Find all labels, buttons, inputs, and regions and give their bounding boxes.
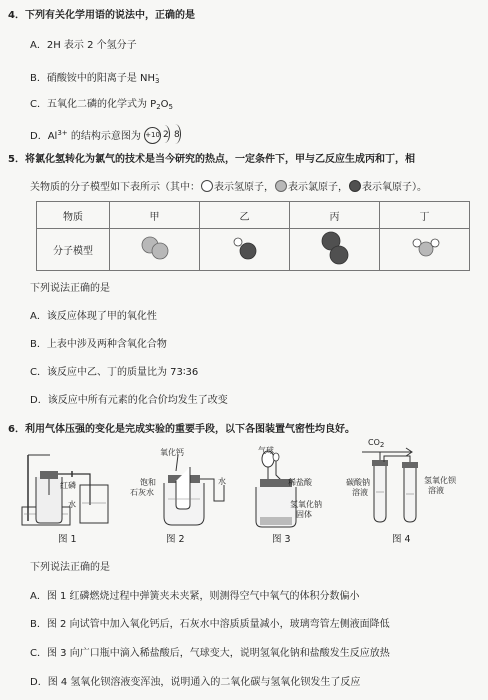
q4-option-b: B．硝酸铵中的阳离子是 $NH_3^-$: [30, 71, 160, 85]
q5-stem-line1: 5．将氯化氢转化为氯气的技术是当今研究的热点，一定条件下，甲与乙反应生成丙和丁，相: [8, 154, 415, 165]
electron-shell-count-1: 2: [163, 130, 169, 140]
fig4-label-co2: CO2: [368, 438, 385, 449]
q6-option-a: A．图 1 红磷燃烧过程中弹簧夹未夹紧，则测得空气中氧气的体积分数偏小: [30, 591, 360, 602]
molecule-yi-cell: [200, 229, 290, 271]
q5-option-b: B．上表中涉及两种含氧化合物: [30, 339, 167, 350]
q4-stem: 4．下列有关化学用语的说法中，正确的是: [8, 10, 195, 21]
fig3-label-balloon: 气球: [258, 446, 274, 455]
table-header-row: [37, 202, 470, 229]
figure-2-apparatus: [158, 447, 240, 527]
fig1-label-red-phosphorus: 红磷: [60, 481, 76, 490]
molecule-jia-cell: [110, 229, 200, 271]
q5-option-a: A．该反应体现了甲的氧化性: [30, 311, 157, 322]
molecule-model-table: [36, 201, 470, 271]
atom-structure-diagram: [144, 128, 196, 142]
fig3-label-solid: 固体: [296, 510, 312, 519]
molecule-ding-model: [405, 231, 445, 265]
fig2-label-water: 水: [218, 477, 226, 486]
nucleus-circle: +10: [144, 127, 161, 144]
table-cell-bing: 丙: [290, 202, 380, 229]
molecule-ding-cell: [380, 229, 470, 271]
q4-option-a: A．2H 表示 2 个氢分子: [30, 40, 137, 51]
fig4-label-sodium-carbonate: 碳酸钠: [346, 478, 370, 487]
molecule-yi-model: [225, 231, 265, 265]
chlorine-atom-icon: [275, 180, 287, 192]
molecule-bing-model: [315, 229, 355, 267]
fig4-label-solution-left: 溶液: [352, 488, 368, 497]
fig4-label-barium-hydroxide: 氢氧化钡: [424, 476, 456, 485]
fig4-label-solution-right: 溶液: [428, 486, 444, 495]
fig1-label-water: 水: [68, 500, 76, 509]
molecule-jia-model: [135, 231, 175, 265]
molecule-bing-cell: [290, 229, 380, 271]
table-cell-jia: 甲: [110, 202, 200, 229]
q4-option-c: C．五氧化二磷的化学式为 $P_2O_5$: [30, 99, 174, 111]
fig2-label-calcium-oxide: 氧化钙: [160, 448, 184, 457]
figure-4-caption: 图 4: [392, 534, 411, 545]
figure-2-caption: 图 2: [166, 534, 185, 545]
table-model-row: [37, 229, 470, 271]
electron-shell-count-2: 8: [174, 130, 180, 140]
q6-option-c: C．图 3 向广口瓶中滴入稀盐酸后，气球变大，说明氢氧化钠和盐酸发生反应放热: [30, 648, 390, 659]
fig3-label-naoh: 氢氧化钠: [290, 500, 322, 509]
q5-stem-line2: 关物质的分子模型如下表所示（其中： 表示氢原子， 表示氯原子， 表示氧原子）。: [30, 182, 427, 193]
q6-option-d: D．图 4 氢氧化钡溶液变浑浊，说明通入的二氧化碳与氢氧化钡发生了反应: [30, 677, 361, 688]
figure-1-caption: 图 1: [58, 534, 77, 545]
figure-3-caption: 图 3: [272, 534, 291, 545]
table-cell-ding: 丁: [380, 202, 470, 229]
hydrogen-atom-icon: [201, 180, 213, 192]
q5-option-c: C．该反应中乙、丁的质量比为 73∶36: [30, 367, 199, 378]
q6-option-b: B．图 2 向试管中加入氧化钙后，石灰水中溶质质量减小，玻璃弯管左侧液面降低: [30, 619, 390, 630]
table-cell-substance-label: 物质: [37, 202, 110, 229]
oxygen-atom-icon: [349, 180, 361, 192]
fig2-label-saturated: 饱和: [140, 478, 156, 487]
table-cell-model-label: 分子模型: [37, 229, 110, 271]
q6-stem: 6．利用气体压强的变化是完成实验的重要手段，以下各图装置气密性均良好。: [8, 424, 355, 435]
fig2-label-limewater: 石灰水: [130, 488, 154, 497]
table-cell-yi: 乙: [200, 202, 290, 229]
q5-prompt: 下列说法正确的是: [30, 283, 110, 294]
fig3-label-dilute-hcl: 稀盐酸: [288, 478, 312, 487]
q5-option-d: D．该反应中所有元素的化合价均发生了改变: [30, 395, 228, 406]
q4-option-d: D．$Al^{3+}$ 的结构示意图为 +10 2 8: [30, 126, 196, 144]
q6-prompt: 下列说法正确的是: [30, 562, 110, 573]
